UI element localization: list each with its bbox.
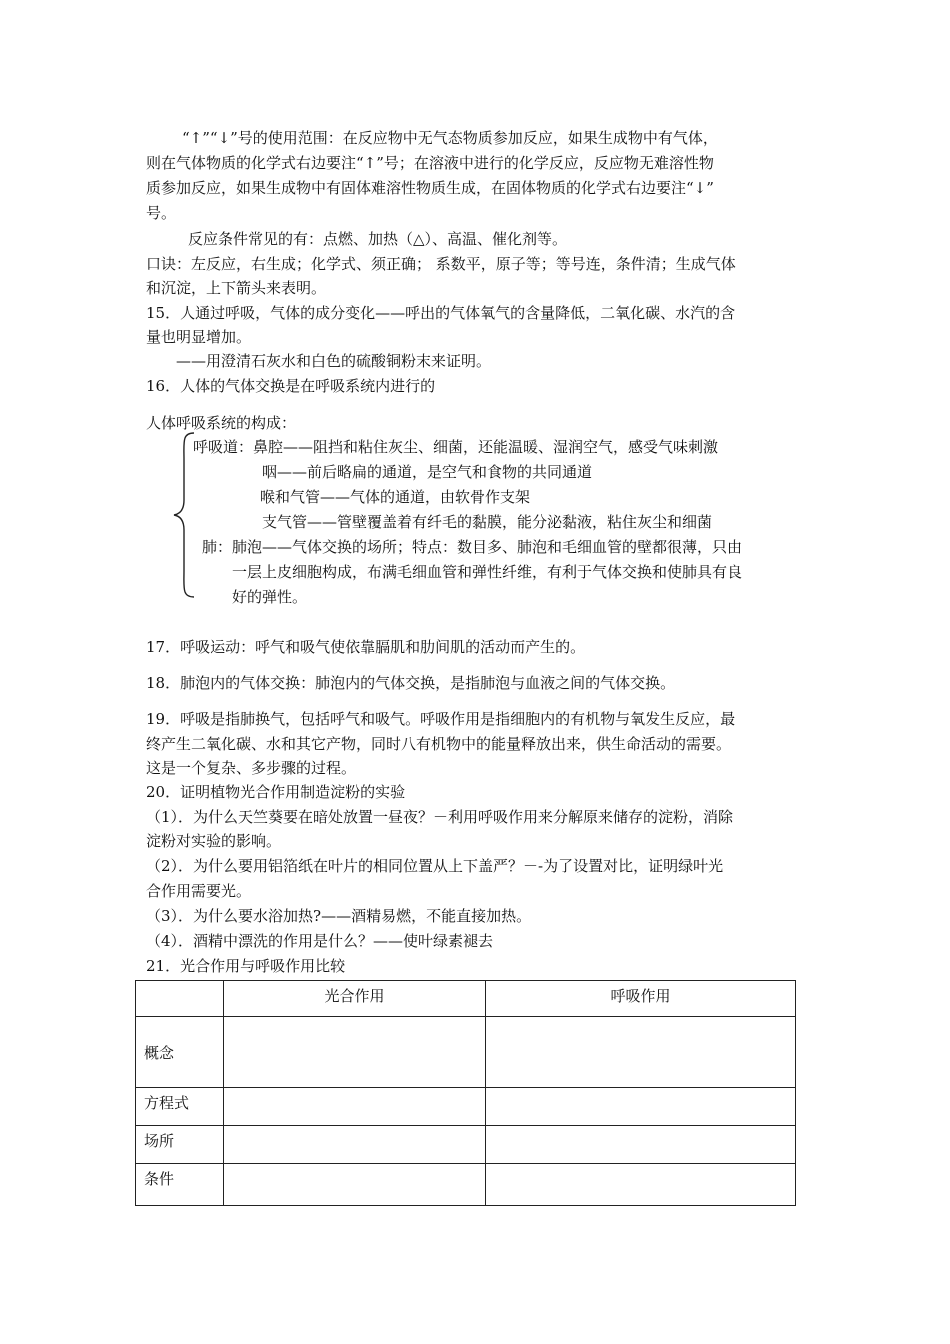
item-20-q2-line-2: 合作用需要光。	[146, 882, 252, 900]
item-16: 16．人体的气体交换是在呼吸系统内进行的	[146, 377, 436, 395]
table-cell	[224, 1126, 486, 1164]
table-row	[136, 1164, 796, 1206]
item-19-line-3: 这是一个复杂、多步骤的过程。	[146, 759, 357, 777]
item-15-line-1: 15．人通过呼吸，气体的成分变化——呼出的气体氧气的含量降低，二氧化碳、水汽的含	[146, 304, 736, 322]
table-header-cell: 呼吸作用	[486, 981, 796, 1017]
lung-line-3: 好的弹性。	[232, 588, 308, 606]
table-row	[136, 1088, 796, 1126]
row-label: 场所	[136, 1126, 224, 1164]
table-header-row	[136, 981, 796, 1017]
mnemonic-line-1: 口诀：左反应，右生成；化学式、须正确； 系数平，原子等；等号连，条件清；生成气体	[146, 255, 736, 273]
table-cell	[486, 1164, 796, 1206]
reaction-conditions: 反应条件常见的有：点燃、加热（△）、高温、催化剂等。	[188, 230, 568, 248]
table-header-cell	[136, 981, 224, 1017]
comparison-table	[135, 980, 796, 1206]
row-label: 方程式	[136, 1088, 224, 1126]
row-label: 概念	[136, 1017, 224, 1088]
item-20-q1-line-2: 淀粉对实验的影响。	[146, 832, 282, 850]
table-cell	[224, 1164, 486, 1206]
larynx-trachea: 喉和气管——气体的通道，由软骨作支架	[260, 488, 531, 506]
table-cell	[224, 1088, 486, 1126]
item-20-q2-line-1: （2）．为什么要用铝箔纸在叶片的相同位置从上下盖严？－-为了设置对比，证明绿叶光	[146, 857, 724, 875]
arrow-usage-line-2: 则在气体物质的化学式右边要注“↑”号；在溶液中进行的化学反应，反应物无难溶性物	[146, 154, 714, 172]
table-row	[136, 1017, 796, 1088]
respiratory-tract: 呼吸道：鼻腔——阻挡和粘住灰尘、细菌，还能温暖、湿润空气，感受气味刺激	[193, 438, 719, 456]
bronchi: 支气管——管壁覆盖着有纤毛的黏膜，能分泌黏液，粘住灰尘和细菌	[262, 513, 713, 531]
item-21-title: 21．光合作用与呼吸作用比较	[146, 957, 346, 975]
arrow-usage-line-4: 号。	[146, 204, 177, 222]
respiratory-heading: 人体呼吸系统的构成：	[146, 414, 297, 432]
table-row	[136, 1126, 796, 1164]
item-20-q4: （4）．酒精中漂洗的作用是什么？——使叶绿素褪去	[146, 932, 494, 950]
item-15-line-3: ——用澄清石灰水和白色的硫酸铜粉末来证明。	[176, 352, 492, 370]
table-cell	[486, 1088, 796, 1126]
lung-line-1: 肺：肺泡——气体交换的场所；特点：数目多、肺泡和毛细血管的壁都很薄，只由	[202, 538, 743, 556]
arrow-usage-line-3: 质参加反应，如果生成物中有固体难溶性物质生成，在固体物质的化学式右边要注“↓”	[146, 179, 714, 197]
item-15-line-2: 量也明显增加。	[146, 328, 252, 346]
item-18: 18．肺泡内的气体交换：肺泡内的气体交换，是指肺泡与血液之间的气体交换。	[146, 674, 676, 692]
item-19-line-2: 终产生二氧化碳、水和其它产物，同时八有机物中的能量释放出来，供生命活动的需要。	[146, 735, 732, 753]
table-cell	[486, 1017, 796, 1088]
item-20-q1-line-1: （1）．为什么天竺葵要在暗处放置一昼夜？－利用呼吸作用来分解原来储存的淀粉，消除	[146, 808, 734, 826]
lung-line-2: 一层上皮细胞构成，布满毛细血管和弹性纤维，有利于气体交换和使肺具有良	[232, 563, 743, 581]
item-20-q3: （3）．为什么要水浴加热?——酒精易燃，不能直接加热。	[146, 907, 532, 925]
item-19-line-1: 19．呼吸是指肺换气，包括呼气和吸气。呼吸作用是指细胞内的有机物与氧发生反应，最	[146, 710, 736, 728]
row-label: 条件	[136, 1164, 224, 1206]
mnemonic-line-2: 和沉淀，上下箭头来表明。	[146, 279, 327, 297]
item-17: 17．呼吸运动：呼气和吸气使依靠膈肌和肋间肌的活动而产生的。	[146, 638, 586, 656]
pharynx: 咽——前后略扁的通道，是空气和食物的共同通道	[262, 463, 593, 481]
arrow-usage-line-1: “↑”“↓”号的使用范围：在反应物中无气态物质参加反应，如果生成物中有气体，	[182, 129, 718, 147]
table-cell	[224, 1017, 486, 1088]
item-20-title: 20．证明植物光合作用制造淀粉的实验	[146, 783, 406, 801]
table-cell	[486, 1126, 796, 1164]
table-header-cell: 光合作用	[224, 981, 486, 1017]
